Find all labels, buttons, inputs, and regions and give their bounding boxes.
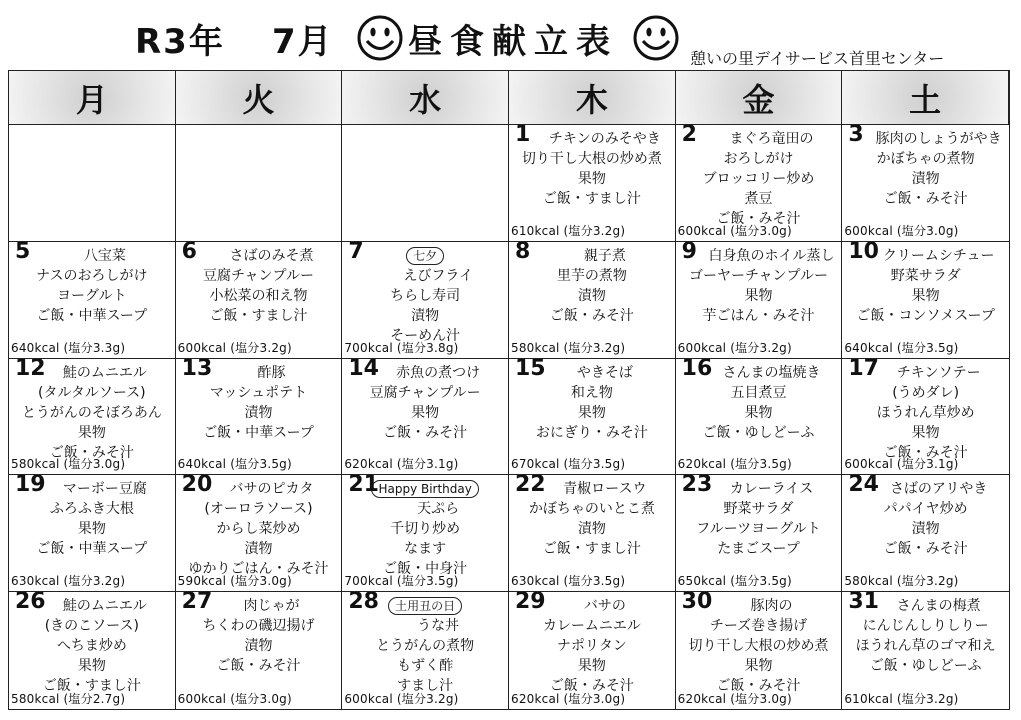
month-label: 7月 xyxy=(272,22,334,62)
menu-item: ナスのおろしがけ xyxy=(36,267,148,284)
smiley-icon xyxy=(356,14,404,62)
calendar-day-cell xyxy=(342,359,509,476)
calendar-day-cell xyxy=(842,592,1009,709)
menu-item: 果物 xyxy=(577,658,606,675)
menu-item: すまし汁 xyxy=(397,678,454,695)
menu-item: カレームニエル xyxy=(542,618,641,635)
menu-item: ご飯・みそ汁 xyxy=(549,678,634,695)
event-tag: 土用丑の日 xyxy=(388,597,462,615)
calendar-day-cell xyxy=(509,125,676,242)
day-number: 22 xyxy=(515,475,546,498)
day-number: 5 xyxy=(15,241,31,264)
menu-item: 果物 xyxy=(577,171,606,187)
menu-item: まぐろ竜田の xyxy=(729,131,814,147)
smiley-icon xyxy=(632,14,680,62)
calorie-salt-info: 580kcal (塩分3.0g) xyxy=(11,457,126,472)
calorie-salt-info: 600kcal (塩分3.1g) xyxy=(844,457,959,472)
calendar-day-cell xyxy=(509,592,676,709)
menu-item: ちらし寿司 xyxy=(390,287,461,304)
day-number: 2 xyxy=(681,125,697,147)
menu-item: 酢豚 xyxy=(257,364,286,381)
menu-item: ご飯・みそ汁 xyxy=(49,444,134,461)
day-number: 29 xyxy=(515,592,546,615)
day-header-mon: 月 xyxy=(9,71,176,125)
menu-item: おろしがけ xyxy=(723,151,794,167)
calorie-salt-info: 600kcal (塩分3.2g) xyxy=(677,340,792,355)
menu-item: 芋ごはん・みそ汁 xyxy=(702,307,815,324)
menu-item: 果物 xyxy=(744,658,773,675)
menu-item: 漬物 xyxy=(244,541,273,558)
day-header-fri: 金 xyxy=(676,71,843,125)
day-number: 12 xyxy=(15,358,46,381)
menu-item: さばのみそ煮 xyxy=(229,247,314,264)
calorie-salt-info: 600kcal (塩分3.0g) xyxy=(177,692,292,706)
menu-item: ご飯・みそ汁 xyxy=(383,424,468,441)
menu-item: 煮豆 xyxy=(744,191,773,207)
calorie-salt-info: 630kcal (塩分3.2g) xyxy=(11,574,126,589)
calendar-day-cell xyxy=(176,592,343,709)
day-header-wed: 水 xyxy=(342,71,509,125)
menu-item: 果物 xyxy=(911,287,940,304)
day-number: 23 xyxy=(681,475,713,498)
menu-item: ご飯・みそ汁 xyxy=(883,191,968,207)
menu-item: 豆腐チャンプルー xyxy=(369,384,481,401)
menu-item: ご飯・みそ汁 xyxy=(883,444,968,461)
calendar-day-cell xyxy=(676,592,843,709)
menu-item: 豚肉のしょうがやき xyxy=(875,131,1002,147)
menu-item: ご飯・みそ汁 xyxy=(716,211,801,227)
menu-item: 切り干し大根の炒め煮 xyxy=(521,151,662,167)
day-number: 14 xyxy=(348,358,379,381)
menu-item: さばのアリやき xyxy=(889,481,988,498)
menu-item: ご飯・コンソメスープ xyxy=(856,307,995,324)
menu-item: 果物 xyxy=(744,287,773,304)
menu-item: とうがんの煮物 xyxy=(376,638,475,655)
menu-item: ご飯・すまし汁 xyxy=(42,678,141,695)
event-tag: Happy Birthday xyxy=(371,480,478,498)
menu-items xyxy=(680,129,838,229)
day-number: 26 xyxy=(15,592,46,615)
menu-item: 青椒ロースウ xyxy=(563,481,647,498)
menu-items xyxy=(180,246,338,326)
page-title: 昼食献立表 xyxy=(408,22,618,62)
menu-item: (きのこソース) xyxy=(44,618,139,635)
menu-item: ご飯・みそ汁 xyxy=(549,307,634,324)
menu-item: 果物 xyxy=(744,404,773,421)
calorie-salt-info: 640kcal (塩分3.5g) xyxy=(177,457,292,472)
day-number: 9 xyxy=(681,241,697,264)
menu-item: バサの xyxy=(583,598,626,615)
menu-item: ほうれん草炒め xyxy=(876,404,975,421)
menu-item: 小松菜の和え物 xyxy=(209,287,308,304)
day-number: 19 xyxy=(15,475,46,498)
calendar-day-cell xyxy=(342,592,509,709)
menu-item: 果物 xyxy=(911,424,940,441)
calendar-day-cell xyxy=(176,475,343,592)
menu-item: 漬物 xyxy=(911,171,940,187)
menu-item: チキンソテー xyxy=(896,364,981,381)
day-header-tue: 火 xyxy=(176,71,343,125)
menu-item: ご飯・みそ汁 xyxy=(883,541,968,558)
calendar-day-cell xyxy=(842,242,1009,359)
menu-item: えびフライ xyxy=(403,267,473,284)
menu-item: ご飯・中華スープ xyxy=(36,307,148,324)
menu-items xyxy=(13,246,171,326)
menu-item: たまごスープ xyxy=(717,541,800,558)
menu-item: なます xyxy=(404,541,447,558)
menu-item: パパイヤ炒め xyxy=(883,501,968,518)
menu-item: ご飯・すまし汁 xyxy=(542,541,641,558)
calendar-day-cell xyxy=(342,242,509,359)
calorie-salt-info: 640kcal (塩分3.5g) xyxy=(844,340,959,355)
calendar-day-cell xyxy=(842,125,1009,242)
menu-item: 和え物 xyxy=(570,384,613,401)
menu-item: チーズ巻き揚げ xyxy=(709,618,808,635)
menu-item: 豆腐チャンプルー xyxy=(202,267,314,284)
day-number: 28 xyxy=(348,592,379,615)
calendar-day-cell xyxy=(676,475,843,592)
calorie-salt-info: 590kcal (塩分3.0g) xyxy=(177,574,292,589)
menu-item: 果物 xyxy=(577,404,606,421)
menu-item: 赤魚の煮つけ xyxy=(396,364,481,381)
menu-item: とうがんのそぼろあん xyxy=(21,404,162,421)
calendar-day-cell xyxy=(176,242,343,359)
menu-items xyxy=(846,129,1005,209)
menu-items xyxy=(513,246,671,326)
menu-items xyxy=(513,129,671,209)
menu-item: 野菜サラダ xyxy=(890,267,961,284)
title-row xyxy=(0,0,1021,68)
day-number: 7 xyxy=(348,241,364,264)
center-name: 憩いの里デイサービス首里センター xyxy=(690,49,945,68)
calendar-day-cell xyxy=(509,242,676,359)
menu-item: そーめん汁 xyxy=(390,327,461,344)
menu-item: 漬物 xyxy=(244,638,273,655)
calorie-salt-info: 600kcal (塩分3.2g) xyxy=(177,340,292,355)
day-number: 16 xyxy=(681,358,713,381)
menu-item: バサのピカタ xyxy=(229,481,314,498)
menu-item: もずく酢 xyxy=(397,658,454,675)
menu-item: にんじんしりしりー xyxy=(862,618,989,635)
calendar-day-cell xyxy=(509,475,676,592)
menu-item: チキンのみそやき xyxy=(548,131,661,147)
day-number: 8 xyxy=(515,241,531,264)
calendar-day-cell xyxy=(842,475,1009,592)
calendar-day-cell xyxy=(9,242,176,359)
menu-item: 果物 xyxy=(77,658,106,675)
day-number: 31 xyxy=(848,592,879,615)
menu-item: 漬物 xyxy=(244,404,273,421)
calorie-salt-info: 640kcal (塩分3.3g) xyxy=(11,340,126,355)
day-number: 17 xyxy=(848,358,879,381)
day-number: 24 xyxy=(848,475,879,498)
menu-item: やきそば xyxy=(576,364,633,381)
menu-item: 果物 xyxy=(411,404,440,421)
menu-item: 白身魚のホイル蒸し xyxy=(708,247,835,264)
day-number: 13 xyxy=(181,358,213,381)
menu-item: (オーロラソース) xyxy=(204,501,313,518)
calorie-salt-info: 700kcal (塩分3.8g) xyxy=(344,340,459,355)
calorie-salt-info: 610kcal (塩分3.2g) xyxy=(844,692,959,706)
calendar-day-cell xyxy=(342,125,509,242)
day-number: 1 xyxy=(515,125,531,147)
calendar-day-cell xyxy=(676,359,843,476)
menu-item: マーボー豆腐 xyxy=(62,481,147,498)
menu-item: ヨーグルト xyxy=(57,287,127,304)
menu-item: 鮭のムニエル xyxy=(62,364,147,381)
menu-item: 切り干し大根の炒め煮 xyxy=(688,638,829,655)
menu-item: おにぎり・みそ汁 xyxy=(535,424,648,441)
menu-item: ご飯・ゆしどーふ xyxy=(702,424,815,441)
menu-item: ふろふき大根 xyxy=(49,501,134,518)
day-header-sat: 土 xyxy=(842,71,1009,125)
day-header-thu: 木 xyxy=(509,71,676,125)
menu-item: かぼちゃのいとこ煮 xyxy=(528,501,655,518)
menu-item: ナポリタン xyxy=(556,638,627,655)
menu-items xyxy=(680,246,838,326)
calorie-salt-info: 580kcal (塩分3.2g) xyxy=(511,340,626,355)
calorie-salt-info: 600kcal (塩分3.2g) xyxy=(344,692,459,706)
calorie-salt-info: 600kcal (塩分3.0g) xyxy=(677,223,792,238)
menu-item: さんまの梅煮 xyxy=(896,598,981,615)
calorie-salt-info: 580kcal (塩分2.7g) xyxy=(11,692,126,706)
menu-item: かぼちゃの煮物 xyxy=(876,151,975,167)
menu-item: ご飯・ゆしどーふ xyxy=(869,658,982,675)
calendar-day-cell xyxy=(509,359,676,476)
menu-item: 漬物 xyxy=(577,287,606,304)
day-number: 15 xyxy=(515,358,546,381)
calorie-salt-info: 620kcal (塩分3.5g) xyxy=(677,457,792,472)
calorie-salt-info: 620kcal (塩分3.1g) xyxy=(344,457,459,472)
menu-item: ご飯・中身汁 xyxy=(383,561,468,578)
calorie-salt-info: 670kcal (塩分3.5g) xyxy=(511,457,626,472)
year-label: R3年 xyxy=(135,22,225,62)
calendar-day-cell xyxy=(9,475,176,592)
menu-item: さんまの塩焼き xyxy=(722,364,821,381)
menu-item: ブロッコリー炒め xyxy=(702,171,815,187)
menu-item: 千切り炒め xyxy=(390,521,461,538)
calorie-salt-info: 600kcal (塩分3.0g) xyxy=(844,223,959,238)
menu-item: 野菜サラダ xyxy=(723,501,794,518)
day-number: 3 xyxy=(848,125,864,147)
menu-item: へちま炒め xyxy=(56,638,127,655)
menu-item: (タルタルソース) xyxy=(37,384,146,401)
menu-item: ご飯・みそ汁 xyxy=(716,678,801,695)
calendar-day-cell xyxy=(9,125,176,242)
menu-item: カレーライス xyxy=(729,481,814,498)
calendar-day-cell xyxy=(9,359,176,476)
calendar-day-cell xyxy=(176,125,343,242)
menu-item: 肉じゃが xyxy=(243,598,300,615)
menu-item: 漬物 xyxy=(577,521,606,538)
day-number: 27 xyxy=(181,592,213,615)
menu-item: ゆかりごはん・みそ汁 xyxy=(188,561,329,578)
menu-item: ご飯・みそ汁 xyxy=(216,658,301,675)
calorie-salt-info: 650kcal (塩分3.5g) xyxy=(677,574,792,589)
menu-item: ちくわの磯辺揚げ xyxy=(202,618,315,635)
menu-item: クリームシチュー xyxy=(882,247,995,264)
menu-item: 果物 xyxy=(77,424,106,441)
day-number: 20 xyxy=(181,475,213,498)
day-number: 6 xyxy=(181,241,197,264)
menu-item: ご飯・すまし汁 xyxy=(209,307,308,324)
calendar-day-cell xyxy=(176,359,343,476)
calendar-day-cell xyxy=(676,242,843,359)
menu-item: 五目煮豆 xyxy=(730,384,787,401)
menu-item: ご飯・中華スープ xyxy=(36,541,148,558)
calorie-salt-info: 580kcal (塩分3.2g) xyxy=(844,574,959,589)
menu-item: 果物 xyxy=(77,521,106,538)
menu-item: ゴーヤーチャンプルー xyxy=(688,267,828,284)
menu-item: マッシュポテト xyxy=(209,384,308,401)
menu-item: ご飯・中華スープ xyxy=(203,424,314,441)
calendar-day-cell xyxy=(342,475,509,592)
day-number: 10 xyxy=(848,241,879,264)
menu-item: うな丼 xyxy=(417,618,460,635)
event-tag: 七夕 xyxy=(406,247,444,265)
menu-item: 豚肉の xyxy=(750,598,793,615)
calorie-salt-info: 620kcal (塩分3.0g) xyxy=(511,692,626,706)
menu-item: ご飯・すまし汁 xyxy=(542,191,641,207)
menu-item: ほうれん草のゴマ和え xyxy=(855,638,996,655)
menu-item: 八宝菜 xyxy=(83,247,126,264)
menu-item: 鮭のムニエル xyxy=(62,598,147,615)
menu-item: 親子煮 xyxy=(583,247,626,264)
menu-item: 里芋の煮物 xyxy=(556,267,627,284)
calorie-salt-info: 610kcal (塩分3.2g) xyxy=(511,223,626,238)
menu-item: (うめダレ) xyxy=(892,384,960,401)
menu-item: 天ぷら xyxy=(417,501,460,518)
menu-item: からし菜炒め xyxy=(216,521,301,538)
menu-item: 漬物 xyxy=(911,521,940,538)
day-number: 21 xyxy=(348,475,379,498)
day-number: 30 xyxy=(681,592,713,615)
menu-item: フルーツヨーグルト xyxy=(696,521,821,538)
calorie-salt-info: 630kcal (塩分3.5g) xyxy=(511,574,626,589)
calendar-day-cell xyxy=(676,125,843,242)
menu-calendar xyxy=(8,70,1010,710)
calorie-salt-info: 620kcal (塩分3.0g) xyxy=(677,692,792,706)
menu-items xyxy=(346,246,504,346)
calorie-salt-info: 700kcal (塩分3.5g) xyxy=(344,574,459,589)
calendar-day-cell xyxy=(842,359,1009,476)
calendar-day-cell xyxy=(9,592,176,709)
menu-item: 漬物 xyxy=(411,307,440,324)
